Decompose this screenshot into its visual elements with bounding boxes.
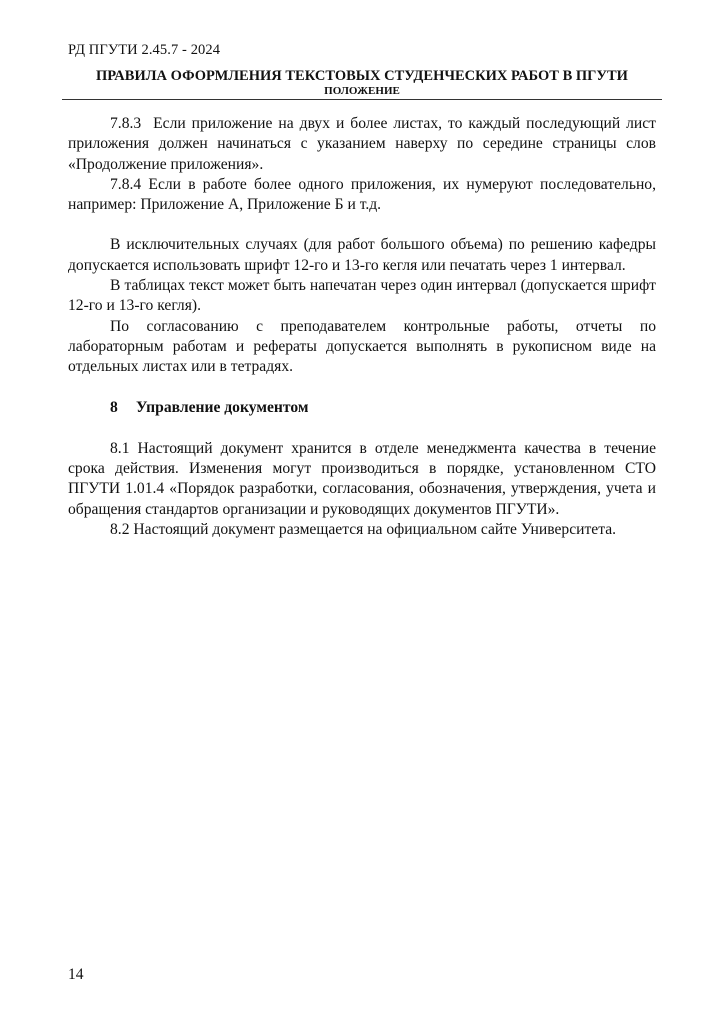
document-subtitle: ПОЛОЖЕНИЕ — [324, 85, 400, 97]
paragraph-text: Настоящий документ размещается на официальном сайте Университета. — [133, 521, 617, 539]
paragraph-exceptional-cases: В исключительных случаях (для работ большого объема) по решению кафедры допускается использовать шрифт 12-го и 13-го кегля или печатать через 1 интервал. — [68, 236, 656, 274]
clause-number: 8.2 — [110, 521, 130, 539]
paragraph-7-8-4 — [68, 175, 656, 216]
paragraph-text: Если приложение на двух и более листах, то каждый последующий лист приложения должен начинаться с указанием наверху по середине страницы слов «Продолжение приложения». — [68, 115, 656, 173]
section-heading — [68, 398, 656, 418]
section-title: Управление документом — [136, 398, 309, 416]
clause-number: 7.8.3 — [110, 115, 142, 132]
header-divider — [62, 99, 662, 100]
paragraph-text: Настоящий документ хранится в отделе менеджмента качества в течение срока действия. Изменения могут производиться в порядке, установленном СТО ПГУТИ 1.01.4 «Порядок разработки, согласования, обозначения, утверждения, учета и обращения стандартов организации и руководящих документов ПГУТИ». — [68, 439, 656, 518]
paragraph-handwritten: По согласованию с преподавателем контрольные работы, отчеты по лабораторным работам и рефераты допускается выполнять в рукописном виде на отдельных листах или в тетрадях. — [68, 317, 656, 376]
paragraph-text: Если в работе более одного приложения, их нумеруют последовательно, например: Приложение А, Приложение Б и т.д. — [68, 175, 656, 214]
paragraph-7-8-3 — [68, 114, 656, 175]
document-code: РД ПГУТИ 2.45.7 - 2024 — [68, 42, 221, 58]
clause-number: 8.1 — [110, 439, 130, 457]
paragraph-8-2 — [68, 520, 656, 540]
document-body — [68, 114, 656, 540]
paragraph-tables: В таблицах текст может быть напечатан через один интервал (допускается шрифт 12-го и 13-го кегля). — [68, 277, 656, 315]
section-number: 8 — [110, 398, 118, 416]
document-title: ПРАВИЛА ОФОРМЛЕНИЯ ТЕКСТОВЫХ СТУДЕНЧЕСКИХ РАБОТ В ПГУТИ — [96, 68, 628, 84]
paragraph-8-1 — [68, 439, 656, 520]
page-number: 14 — [68, 966, 84, 983]
clause-number: 7.8.4 — [110, 175, 142, 193]
